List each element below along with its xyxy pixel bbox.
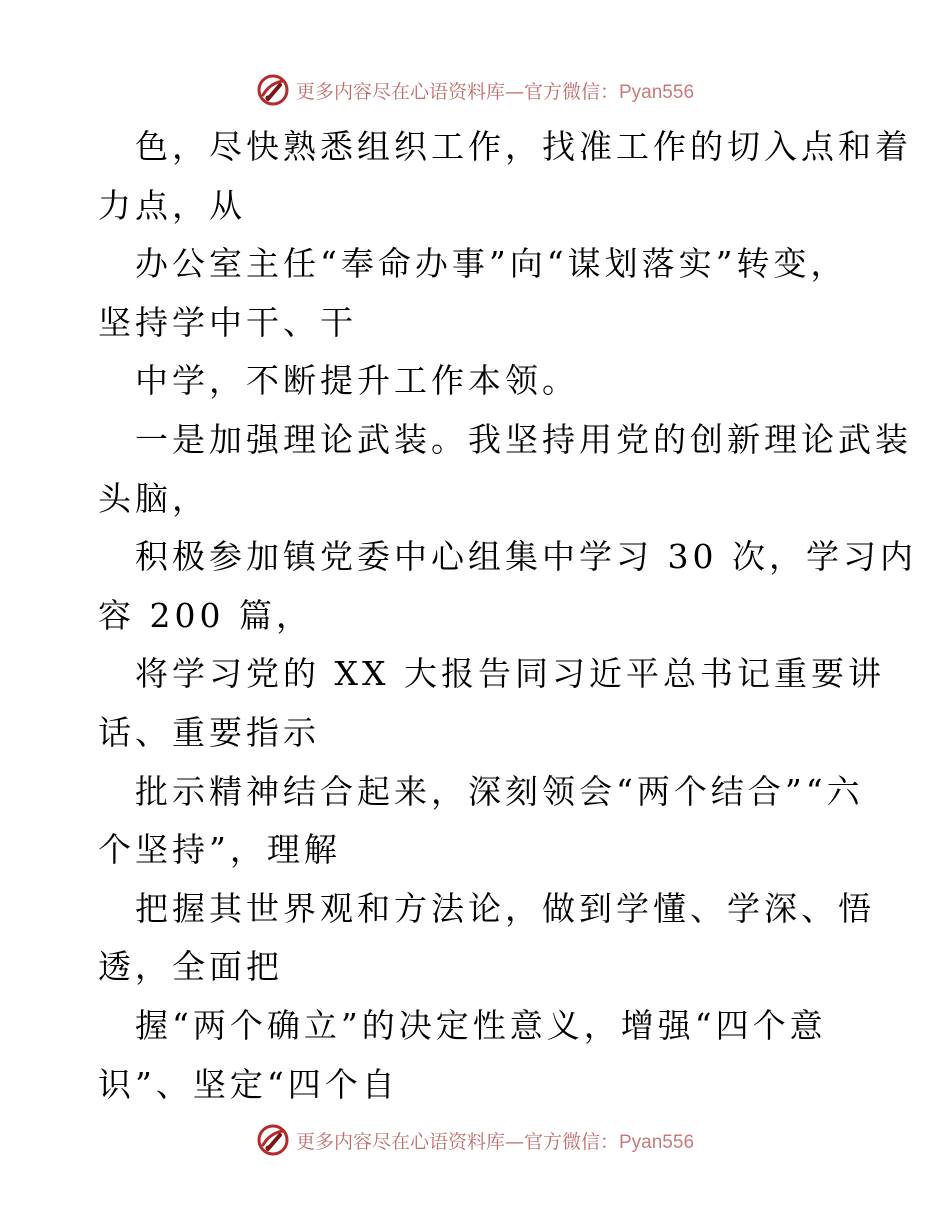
footer-banner-dash: —	[504, 1130, 524, 1153]
body-line: 识”、坚定“四个自	[98, 1064, 399, 1104]
body-line: 将学习党的 XX 大报告同习近平总书记重要讲	[135, 654, 885, 694]
body-line: 一是加强理论武装。我坚持用党的创新理论武装	[135, 419, 912, 459]
header-banner-text	[296, 77, 694, 104]
body-line: 积极参加镇党委中心组集中学习 30 次，学习内	[135, 537, 917, 577]
pen-seal-logo-icon	[256, 73, 290, 107]
body-line: 色，尽快熟悉组织工作，找准工作的切入点和着	[135, 127, 912, 166]
header-banner-wechat-label: 官方微信：	[523, 80, 619, 103]
header-banner-dash: —	[504, 80, 524, 103]
body-line: 力点，从	[98, 185, 246, 225]
body-line: 握“两个确立”的决定性意义，增强“四个意	[135, 1005, 827, 1045]
document-body	[98, 118, 917, 1114]
body-line: 话、重要指示	[98, 712, 320, 752]
footer-banner	[0, 1120, 950, 1160]
header-banner-site-name: 更多内容尽在心语资料库	[295, 80, 505, 103]
header-banner-wechat-id: Pyan556	[619, 81, 695, 103]
body-line: 容 200 篇，	[98, 595, 313, 635]
body-line: 坚持学中干、干	[98, 302, 357, 342]
body-line: 透，全面把	[98, 947, 283, 987]
footer-banner-wechat-id: Pyan556	[619, 1131, 695, 1153]
body-line: 个坚持”，理解	[98, 830, 341, 870]
body-line: 批示精神结合起来，深刻领会“两个结合”“六	[135, 771, 864, 811]
body-line: 把握其世界观和方法论，做到学懂、学深、悟	[135, 888, 875, 928]
body-line: 中学，不断提升工作本领。	[135, 361, 579, 401]
header-banner	[0, 70, 950, 110]
body-line: 办公室主任“奉命办事”向“谋划落实”转变，	[135, 244, 848, 284]
footer-banner-text	[296, 1127, 694, 1154]
footer-banner-site-name: 更多内容尽在心语资料库	[295, 1130, 505, 1153]
footer-banner-wechat-label: 官方微信：	[523, 1130, 619, 1153]
pen-seal-logo-icon	[256, 1123, 290, 1157]
body-line: 头脑，	[98, 478, 209, 518]
